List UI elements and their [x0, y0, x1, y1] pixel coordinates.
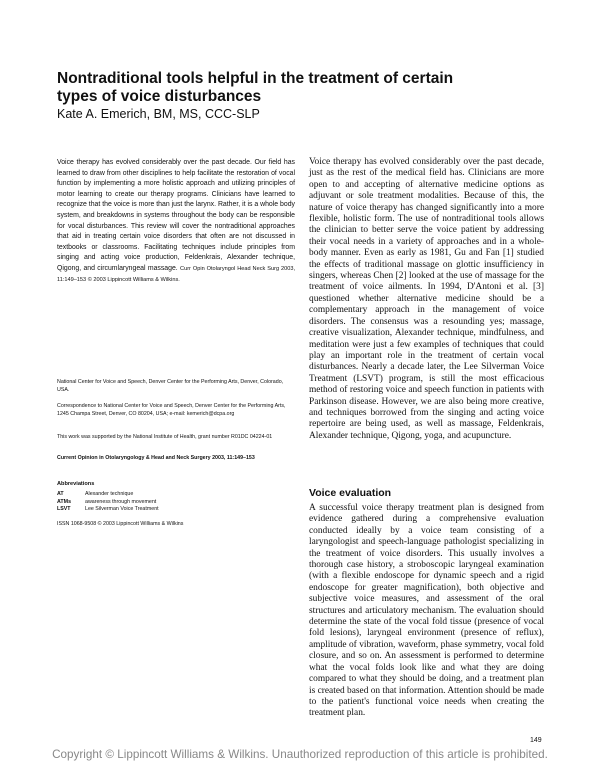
copyright-banner: Copyright © Lippincott Williams & Wilkins. Unauthorized reproduction of this article is prohibited.	[52, 748, 548, 761]
abbreviations-title: Abbreviations	[57, 481, 95, 487]
abbreviation-row	[57, 506, 159, 514]
journal-citation: Current Opinion in Otolaryngology & Head and Neck Surgery 2003, 11:149–153	[57, 455, 255, 461]
section-paragraph: A successful voice therapy treatment plan is designed from evidence gathered during a comprehensive evaluation conducted ideally by a voice team consisting of a laryngologist and speech-language pathologist specializing in the treatment of voice disorders. This usually involves a thorough case history, a stroboscopic laryngeal examination (with a flexible endoscope for dynamic speech and a rigid endoscope for greater magnification), both objective and subjective voice measures, and assessment of the oral structures and articulatory mechanism. The evaluation should determine the state of the vocal fold tissue (presence of vocal fold lesions), laryngeal environment (presence of reflux), amplitude of vibration, waveform, phase symmetry, vocal fold closure, and so on. An assessment is performed to determine what the vocal folds look like and what they are doing compared to what they should be doing, and a treatment plan is created based on that information. Attention should be made to the patient's functional voice needs when creating the treatment plan.	[309, 503, 544, 719]
abstract-text: Voice therapy has evolved considerably over the past decade. Our field has learned to draw from other disciplines to help facilitate the restoration of vocal function by implementing a more holistic approach and utilizing principles of motor learning to create our therapy programs. Clinicians have learned to recognize that the voice is more than just the larynx. Rather, it is a whole body system, and breakdowns in systems throughout the body can be responsible for vocal disturbances. This review will cover the nontraditional approaches that aid in treating certain voice disorders that often are not discussed in textbooks or classrooms. Facilitating techniques include principles from singing and acting voice production, Feldenkrais, Alexander technique, Qigong, and circumlaryngeal massage.	[57, 159, 295, 272]
funding-note: This work was supported by the National Institute of Health, grant number R01DC 04224-01	[57, 434, 273, 440]
intro-paragraph: Voice therapy has evolved considerably over the past decade, just as the rest of the medical field has. Clinicians are more open to and accepting of alternative medicine options as adjuvant or sole treatment modalities. Because of this, the nature of voice therapy has changed significantly into a more flexible, holistic form. The use of nontraditional tools allows the clinician to better serve the voice patient by addressing their vocal needs in a variety of approaches and in a whole-body manner. Even as early as 1981, Gu and Fan [1] studied the effects of traditional massage on glottic insufficiency in singers, whereas Chen [2] looked at the use of massage for the treatment of voice ailments. In 1994, D'Antoni et al. [3] questioned whether alternative medicine should be a complementary approach in the management of voice disorders. The consensus was a resounding yes; massage, creative visualization, Alexander technique, mindfulness, and meditation were just a few examples of techniques that could play an important role in the treatment of certain vocal disturbances. Nearly a decade later, the Lee Silverman Voice Treatment (LSVT) program, is still the most efficacious method of restoring voice and speech function in patients with Parkinson disease. However, we are also being more creative, and techniques borrowed from the singing and acting voice repertoire are being used, as well as massage, Feldenkrais, Alexander technique, Qigong, yoga, and acupuncture.	[309, 157, 544, 441]
abstract	[57, 158, 295, 285]
abbreviation-definition: awareness through movement	[85, 498, 157, 505]
abbreviation-definition: Lee Silverman Voice Treatment	[85, 506, 159, 513]
abstract-citation: Curr Opin Otolaryngol Head Neck Surg 2003, 11:149–153 © 2003 Lippincott Williams & Wilkins.	[57, 265, 296, 283]
abbreviation-term: ATMs	[57, 498, 72, 505]
correspondence: Correspondence to National Center for Voice and Speech, Denver Center for the Performing Arts, 1245 Champa Street, Denver, CO 80204, USA; e-mail: kemerich@dcpa.org	[57, 403, 286, 417]
section-heading: Voice evaluation	[309, 487, 392, 499]
author-line: Kate A. Emerich, BM, MS, CCC-SLP	[57, 107, 260, 121]
article-title: Nontraditional tools helpful in the treatment of certain types of voice disturbances	[57, 70, 454, 105]
abbreviations-table	[57, 491, 159, 514]
abbreviation-row	[57, 491, 159, 499]
abbreviation-row	[57, 499, 159, 507]
affiliation: National Center for Voice and Speech, Denver Center for the Performing Arts, Denver, Colorado, USA.	[57, 379, 284, 393]
page-number: 149	[530, 737, 542, 744]
abbreviation-term: LSVT	[57, 506, 71, 513]
abbreviation-term: AT	[57, 491, 64, 497]
issn-line: ISSN 1068-9508 © 2003 Lippincott Williams & Wilkins	[57, 521, 184, 527]
abbreviation-definition: Alexander technique	[85, 491, 134, 497]
